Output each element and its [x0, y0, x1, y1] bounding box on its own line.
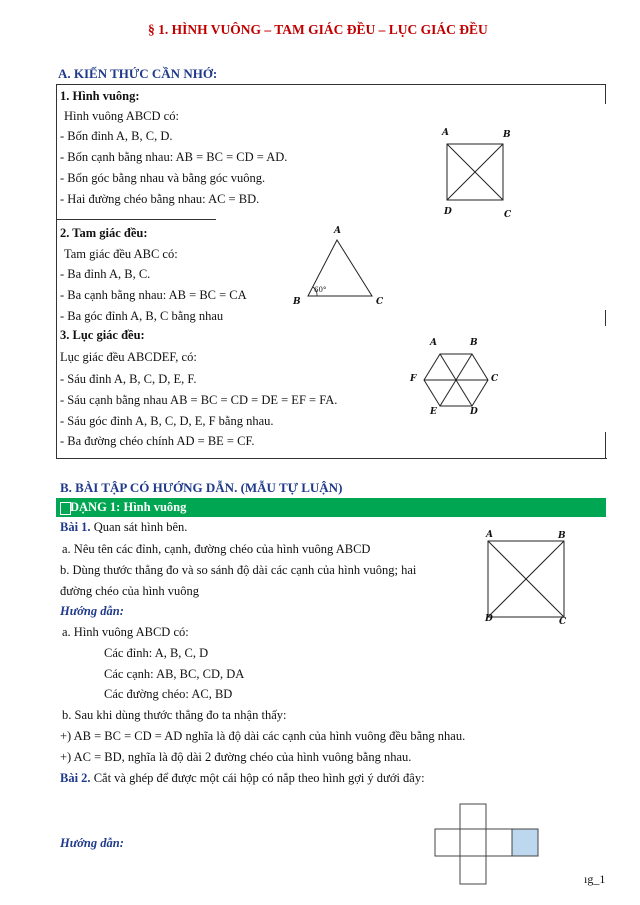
square-intro: Hình vuông ABCD có:: [64, 109, 179, 123]
hexagon-line: - Sáu đỉnh A, B, C, D, E, F.: [60, 372, 197, 386]
triangle-intro: Tam giác đều ABC có:: [64, 247, 178, 261]
bai2-guide: Hướng dẫn:: [60, 836, 124, 850]
hexagon-line: - Sáu góc đỉnh A, B, C, D, E, F bằng nhau.: [60, 414, 274, 428]
hexagon-label-e: E: [430, 407, 437, 417]
hexagon-label-f: F: [410, 374, 417, 384]
knowledge-box-right-top: [605, 84, 606, 104]
triangle-label-a: A: [334, 226, 341, 236]
square-label-c: C: [504, 210, 512, 220]
bai1-answer-a: a. Hình vuông ABCD có:: [62, 625, 189, 639]
square-line: - Hai đường chéo bằng nhau: AC = BD.: [60, 192, 260, 206]
bai1-answer-item: Các cạnh: AB, BC, CD, DA: [104, 667, 245, 681]
square-line: - Bốn đỉnh A, B, C, D.: [60, 129, 173, 143]
hexagon-label-b: B: [470, 338, 478, 348]
triangle-label-c: C: [376, 297, 384, 307]
bai1-question-b: b. Dùng thước thẳng đo và so sánh độ dài các cạnh của hình vuông; hai: [60, 563, 417, 577]
bai1-answer-b2: +) AC = BD, nghĩa là độ dài 2 đường chéo của hình vuông bằng nhau.: [60, 750, 412, 764]
knowledge-box-top: [56, 84, 606, 85]
page-footer: ıg_1: [584, 872, 606, 886]
hexagon-line: - Ba đường chéo chính AD = BE = CF.: [60, 434, 255, 448]
square-figure: [440, 138, 510, 208]
square-line: - Bốn cạnh bằng nhau: AB = BC = CD = AD.: [60, 150, 288, 164]
triangle-label-b: B: [293, 297, 301, 307]
bai1-label-d: D: [485, 614, 493, 624]
bai1-answer-item: Các đường chéo: AC, BD: [104, 687, 233, 701]
bai1-line: [60, 520, 187, 535]
page-title: § 1. HÌNH VUÔNG – TAM GIÁC ĐỀU – LỤC GIÁC ĐỀU: [148, 22, 488, 37]
bai1-answer-b1: +) AB = BC = CD = AD nghĩa là độ dài các cạnh của hình vuông đều bằng nhau.: [60, 729, 466, 743]
bai1-label-c: C: [559, 617, 567, 627]
square-label-b: B: [503, 130, 511, 140]
bai1-answer-item: Các đỉnh: A, B, C, D: [104, 646, 209, 660]
bai2-text: Cắt và ghép để được một cái hộp có nắp theo hình gợi ý dưới đây:: [90, 771, 425, 785]
bai2-line: [60, 771, 425, 786]
dang-banner-label: DẠNG 1: Hình vuông: [70, 500, 187, 514]
hexagon-line: - Sáu cạnh bằng nhau AB = BC = CD = DE = EF = FA.: [60, 393, 338, 407]
box-net-figure: [434, 802, 544, 888]
triangle-heading: 2. Tam giác đều:: [60, 226, 148, 240]
bai1-guide: Hướng dẫn:: [60, 604, 124, 618]
hexagon-figure: [420, 348, 500, 412]
square-label-d: D: [444, 207, 452, 217]
section-a-heading: A. KIẾN THỨC CẦN NHỚ:: [58, 66, 218, 81]
bai1-label-a: A: [486, 530, 493, 540]
bai1-question-b-cont: đường chéo của hình vuông: [60, 584, 200, 598]
bai1-square-figure: [480, 535, 570, 620]
triangle-line: - Ba đỉnh A, B, C.: [60, 267, 151, 281]
square-block-divider: [56, 219, 216, 220]
triangle-line: - Ba cạnh bằng nhau: AB = BC = CA: [60, 288, 247, 302]
bai1-label: Bài 1.: [60, 520, 91, 534]
bai1-question-a: a. Nêu tên các đỉnh, cạnh, đường chéo của hình vuông ABCD: [62, 542, 371, 556]
knowledge-box-right-mid: [605, 310, 606, 326]
bai1-text: Quan sát hình bên.: [90, 520, 188, 534]
square-label-a: A: [442, 128, 449, 138]
knowledge-box-right-bottom: [605, 432, 606, 458]
bai2-label: Bài 2.: [60, 771, 91, 785]
section-b-heading: B. BÀI TẬP CÓ HƯỚNG DẪN. (MẪU TỰ LUẬN): [60, 480, 343, 495]
triangle-line: - Ba góc đỉnh A, B, C bằng nhau: [60, 309, 224, 323]
triangle-angle-label: 60°: [314, 286, 327, 294]
hexagon-heading: 3. Lục giác đều:: [60, 328, 145, 342]
hexagon-label-d: D: [470, 407, 478, 417]
square-line: - Bốn góc bằng nhau và bằng góc vuông.: [60, 171, 266, 185]
hexagon-label-a: A: [430, 338, 437, 348]
bai1-answer-b: b. Sau khi dùng thước thẳng đo ta nhận thấy:: [62, 708, 287, 722]
bai1-label-b: B: [558, 531, 566, 541]
square-heading: 1. Hình vuông:: [60, 89, 140, 103]
hexagon-label-c: C: [491, 374, 499, 384]
triangle-figure: [300, 236, 390, 306]
hexagon-intro: Lục giác đều ABCDEF, có:: [60, 350, 197, 364]
